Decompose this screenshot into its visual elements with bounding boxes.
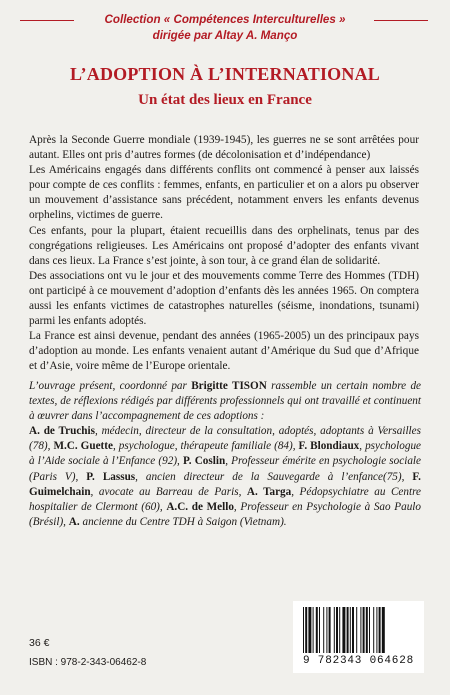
barcode-bar [366,607,368,653]
barcode-bar [336,607,338,653]
barcode-bar [350,607,351,653]
price: 36 € [29,637,50,649]
contributor-desc: ancienne du Centre TDH à Saigon (Vietnam). [79,515,287,528]
barcode-bar [360,607,361,653]
barcode-bar [303,607,304,653]
barcode-bar [382,607,385,653]
contributor-name: A.C. de Mello [166,500,234,513]
contributor-desc: , psychologue, thérapeute familiale (84), [112,440,299,453]
barcode-bar [319,607,320,653]
barcode-number: 9 782343 064628 [302,655,415,667]
isbn: ISBN : 978-2-343-06462-8 [29,657,147,668]
barcode-bar [352,607,354,653]
intro-before: L’ouvrage présent, coordonné par [29,380,192,392]
contributor-desc: , ancien directeur de la Sauvegarde à l’enfance(75), [135,470,413,483]
contributor-desc: , avocate au Barreau de Paris, [90,485,247,498]
series-name: Collection « Compétences Interculturelles » [104,13,346,26]
contributor-desc: , Professeur en Psychologie à Sao Paulo (Brésil), [29,500,421,528]
contributor-name: A. de Truchis [29,425,95,438]
contributor-desc: , Pédopsychiatre au Centre hospitalier de Clermont (60), [29,485,421,513]
barcode-bar [342,607,345,653]
intro-after: rassemble un certain nombre de textes, de réflexions rédigés par différents professionnels qui ont travaillé et continuent à œuvrer dans l’accompagnement de ces adoptions : [29,380,421,423]
barcode-bar [313,607,314,653]
summary-paragraph: La France est ainsi devenue, pendant des années (1965-2005) un des principaux pays d’adoption au monde. Les enfants venaient autant d’Amérique du Sud que d’Afrique et d’Asie, voire même de l’Europe orientale. [29,330,419,373]
collection-header [0,12,450,44]
coordinator-name: Brigitte TISON [191,380,267,392]
barcode-bar [326,607,327,653]
barcode-bar [369,607,370,653]
contributors-text [29,379,421,530]
barcode-bar [316,607,318,653]
barcode-bar [305,607,307,653]
barcode-bar [339,607,340,653]
book-subtitle: Un état des lieux en France [138,92,312,108]
summary-paragraph: Après la Seconde Guerre mondiale (1939-1945), les guerres ne se sont arrêtées pour autant. Elles ont pris d’autres formes (de décolonisation et d’indépendance) [29,134,419,162]
barcode-bar [376,607,377,653]
barcode-bar [329,607,331,653]
contributor-desc: , psychologue à l’Aide sociale à l’Enfance (92), [29,440,421,468]
barcode-bar [323,607,324,653]
book-title: L’ADOPTION À L’INTERNATIONAL [70,64,380,84]
barcode [293,601,424,673]
contributor-name: F. Blondiaux [298,440,360,453]
summary-paragraph: Des associations ont vu le jour et des mouvements comme Terre des Hommes (TDH) ont participé à ce mouvement d’adoption d’enfants dès les années 1965. On comptera aussi les enfants victimes de catastrophes naturelles (séisme, inondations, tsunami) parmi les enfants adoptés. [29,269,419,328]
barcode-bar [373,607,374,653]
barcode-bar [363,607,365,653]
contributors-paragraph [29,379,421,530]
contributor-name: M.C. Guette [53,440,113,453]
contributor-name: A. [68,515,80,528]
summary-paragraph: Les Américains engagés dans différents conflits ont commencé à penser aux laissés pour compte de ces conflits : femmes, enfants, en particulier et on a alors pu observer un mouvement d’assistance sans précédent, notamment envers les enfants devenus orphelins, victimes de guerre. [29,164,419,222]
barcode-bar [308,607,311,653]
barcode-bars [301,607,416,653]
right-rule [374,20,428,21]
barcode-bar [356,607,357,653]
contributor-desc: , médecin, directeur de la consultation, adoptés, adoptants à Versailles (78), [29,425,421,453]
contributor-name: P. Coslin [182,455,226,468]
contributor-name: A. Targa [246,485,292,498]
contributor-desc: , Professeur émérite en psychologie sociale (Paris V), [29,455,421,483]
contributor-name: P. Lassus [86,470,136,483]
barcode-bar [347,607,349,653]
summary-paragraph: Ces enfants, pour la plupart, étaient recueillis dans des orphelinats, tenus par des congrégations religieuses. Les Américains ont proposé d’adopter des enfants vivant dans ces lieux. La France s’est jointe, à son tour, à ce grand élan de solidarité. [29,224,419,267]
barcode-bar [379,607,381,653]
contributor-name: F. Guimelchain [29,470,421,498]
left-rule [20,20,74,21]
barcode-bar [334,607,335,653]
summary-text [29,133,419,375]
series-editor: dirigée par Altay A. Manço [152,29,298,42]
